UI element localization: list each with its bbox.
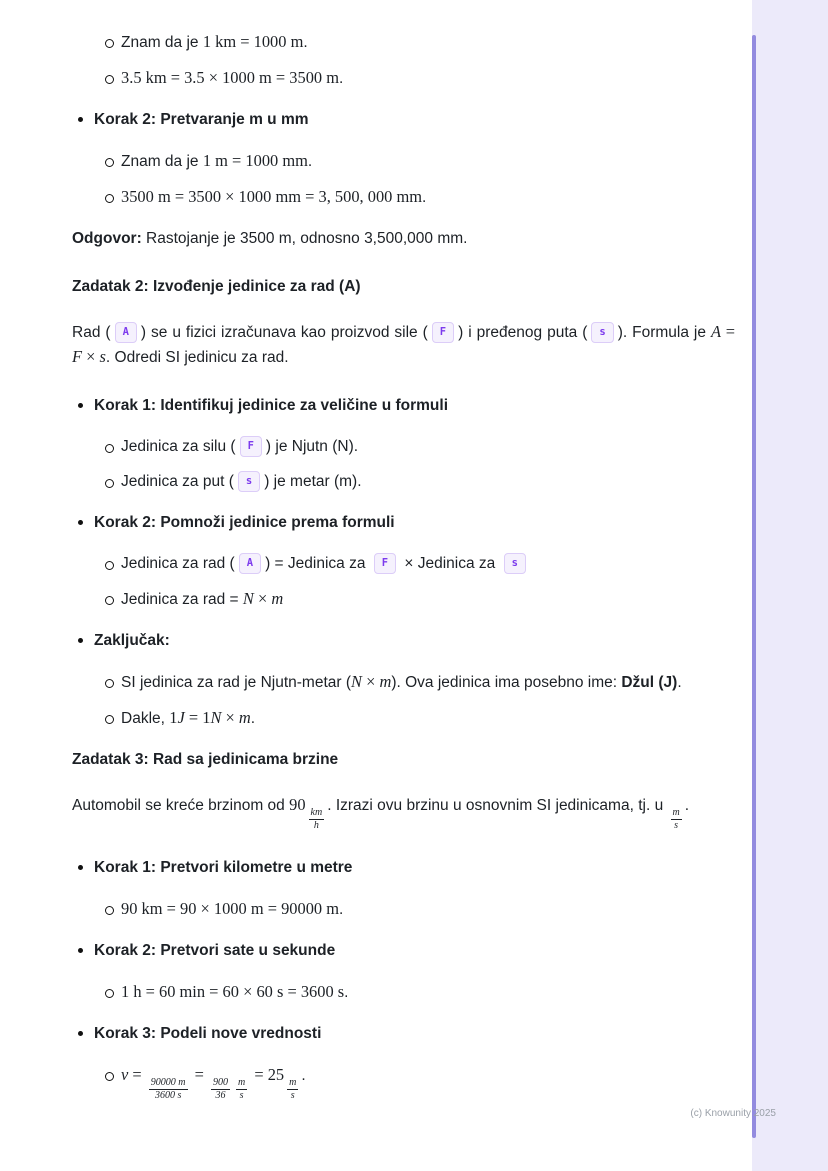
text-run: SI jedinica za rad je Njutn-metar ( (121, 674, 352, 691)
bullet-circle-icon (105, 897, 121, 922)
list-item-text (121, 470, 735, 494)
text-run: ). Ova jedinica ima posebno ime: (391, 674, 622, 691)
inline-code-chip: s (591, 322, 613, 343)
bullet-circle-icon (105, 587, 121, 612)
list-item-level2 (72, 1063, 735, 1102)
bullet-disc-icon (78, 511, 94, 535)
math-variable: A (710, 322, 721, 341)
inline-code-chip: A (239, 553, 261, 574)
list-item-level1 (72, 511, 735, 535)
bullet-circle-icon (105, 1063, 121, 1102)
inline-code-chip: s (238, 471, 260, 492)
inline-code-chip: A (115, 322, 137, 343)
math-variable: N (351, 672, 362, 691)
fraction-denominator: 3600 s (154, 1090, 182, 1101)
copyright-footer: (c) Knowunity 2025 (690, 1108, 776, 1119)
inline-code-chip: F (240, 436, 262, 457)
text-run: Jedinica za put ( (121, 473, 234, 490)
fraction-denominator: s (239, 1090, 244, 1101)
fraction-numerator: 900 (213, 1077, 228, 1088)
list-item-level1 (72, 108, 735, 132)
list-item-level1 (72, 629, 735, 653)
bold-text-run: Korak 3: Podeli nove vrednosti (94, 1025, 322, 1042)
text-run: ) je Njutn (N). (265, 438, 359, 455)
fraction-denominator: s (290, 1090, 295, 1101)
paragraph (72, 793, 735, 832)
list-item-text (94, 629, 735, 653)
fraction-numerator: 90000 m (150, 1077, 186, 1088)
math-variable: m (238, 708, 251, 727)
inline-code-chip: s (504, 553, 526, 574)
text-run: ) je metar (m). (264, 473, 362, 490)
scrollbar-track (752, 0, 828, 1171)
math-text: × (82, 347, 100, 366)
math-text: = 1 (184, 708, 211, 727)
math-variable: N (242, 589, 254, 608)
math-text: 1 h = 60 min = 60 × 60 s = 3600 s (121, 982, 345, 1001)
math-text: = (720, 322, 735, 341)
text-run: Jedinica za rad = (121, 591, 243, 608)
text-run: Znam da je (121, 34, 203, 51)
bullet-circle-icon (105, 149, 121, 174)
list-item-level2 (72, 670, 735, 695)
text-run: ). Formula je (617, 324, 711, 341)
bullet-disc-icon (78, 939, 94, 963)
list-item-level1 (72, 939, 735, 963)
text-run: ) se u fizici izračunava kao proizvod sile ( (140, 324, 428, 341)
list-item-text (121, 552, 735, 576)
text-run: . (684, 797, 690, 814)
fraction-numerator: m (672, 807, 680, 818)
math-fraction (211, 1077, 230, 1102)
math-fraction (287, 1077, 298, 1102)
math-text: = (128, 1065, 146, 1084)
math-fraction (309, 807, 325, 832)
section-heading (72, 748, 735, 772)
math-fraction (236, 1077, 247, 1102)
list-item-text (121, 66, 735, 91)
list-item-level2 (72, 30, 735, 55)
bold-text-run: Džul (J) (621, 674, 678, 691)
text-run: × Jedinica za (400, 555, 500, 572)
bold-text-run: Zadatak 2: Izvođenje jedinice za rad (A) (72, 278, 361, 295)
math-variable: F (72, 347, 83, 366)
text-run: . (422, 189, 427, 206)
list-item-text (121, 149, 735, 174)
math-text: 3500 m = 3500 × 1000 mm = 3, 500, 000 mm (121, 187, 423, 206)
bullet-disc-icon (78, 394, 94, 418)
bold-text-run: Korak 2: Pretvori sate u sekunde (94, 942, 336, 959)
list-item-level1 (72, 856, 735, 880)
bold-text-run: Korak 1: Pretvori kilometre u metre (94, 859, 353, 876)
text-run: . (301, 1067, 306, 1084)
fraction-numerator: m (238, 1077, 246, 1088)
list-item-text (121, 897, 735, 922)
text-run: Jedinica za silu ( (121, 438, 236, 455)
bullet-disc-icon (78, 629, 94, 653)
paragraph (72, 227, 735, 251)
math-variable: v (121, 1065, 129, 1084)
list-item-level2 (72, 149, 735, 174)
fraction-numerator: km (310, 807, 323, 818)
inline-code-chip: F (432, 322, 454, 343)
bullet-circle-icon (105, 552, 121, 576)
math-text: × (253, 589, 272, 608)
text-run: . (339, 70, 344, 87)
list-item-level2 (72, 470, 735, 494)
list-item-level2 (72, 435, 735, 459)
text-run: . (307, 153, 313, 170)
list-item-text (121, 980, 735, 1005)
text-run: . (303, 34, 308, 51)
document-blocks (72, 30, 735, 1113)
math-variable: N (210, 708, 222, 727)
text-run: . (339, 901, 344, 918)
math-text: 3.5 km = 3.5 × 1000 m = 3500 m (121, 68, 340, 87)
bold-text-run: Korak 1: Identifikuj jedinice za veličine u formuli (94, 397, 449, 414)
bullet-disc-icon (78, 856, 94, 880)
section-heading (72, 275, 735, 299)
fraction-numerator: m (289, 1077, 297, 1088)
fraction-denominator: h (313, 820, 319, 831)
bullet-circle-icon (105, 435, 121, 459)
list-item-text (94, 939, 735, 963)
math-variable: s (99, 347, 106, 366)
text-run: . Izrazi ovu brzinu u osnovnim SI jedinicama, tj. u (327, 797, 668, 814)
list-item-level2 (72, 66, 735, 91)
list-item-text (94, 1022, 735, 1046)
bullet-circle-icon (105, 980, 121, 1005)
bullet-circle-icon (105, 670, 121, 695)
math-fraction (671, 807, 682, 832)
math-text: × (361, 672, 380, 691)
text-run: Dakle, (121, 710, 170, 727)
bullet-circle-icon (105, 706, 121, 731)
text-run: ) = Jedinica za (265, 555, 370, 572)
math-text: 1 m = 1000 mm (202, 151, 308, 170)
text-run: Automobil se kreće brzinom od (72, 797, 290, 814)
math-variable: m (379, 672, 392, 691)
list-item-level2 (72, 706, 735, 731)
list-item-text (121, 587, 735, 612)
inline-code-chip: F (374, 553, 396, 574)
text-run: . (344, 984, 349, 1001)
list-item-text (121, 435, 735, 459)
text-run: Rad ( (72, 324, 111, 341)
paragraph (72, 320, 735, 370)
bold-text-run: Zaključak: (94, 632, 170, 649)
list-item-level2 (72, 897, 735, 922)
bold-text-run: Korak 2: Pretvaranje m u mm (94, 111, 309, 128)
list-item-text (94, 511, 735, 535)
list-item-text (94, 108, 735, 132)
text-run: Znam da je (121, 153, 203, 170)
bullet-disc-icon (78, 1022, 94, 1046)
text-run: . Odredi SI jedinicu za rad. (105, 349, 289, 366)
math-variable: J (177, 708, 185, 727)
math-text: 1 km = 1000 m (202, 32, 304, 51)
list-item-level2 (72, 185, 735, 210)
math-variable: m (271, 589, 284, 608)
list-item-text (94, 394, 735, 418)
fraction-denominator: s (674, 820, 679, 831)
bullet-disc-icon (78, 108, 94, 132)
list-item-text (121, 706, 735, 731)
math-fraction (149, 1077, 188, 1102)
list-item-text (121, 30, 735, 55)
math-text: = (190, 1065, 208, 1084)
list-item-level1 (72, 394, 735, 418)
text-run: ) i pređenog puta ( (458, 324, 588, 341)
list-item-level1 (72, 1022, 735, 1046)
list-item-text (121, 185, 735, 210)
text-run: Rastojanje je 3500 m, odnosno 3,500,000 mm. (141, 230, 468, 247)
text-run: . (250, 710, 256, 727)
bullet-circle-icon (105, 66, 121, 91)
bold-text-run: Korak 2: Pomnoži jedinice prema formuli (94, 514, 395, 531)
bold-text-run: Odgovor: (72, 230, 142, 247)
list-item-level2 (72, 980, 735, 1005)
bold-text-run: Zadatak 3: Rad sa jedinicama brzine (72, 751, 339, 768)
fraction-denominator: 36 (215, 1090, 226, 1101)
list-item-text (94, 856, 735, 880)
list-item-text (121, 1063, 735, 1102)
list-item-level2 (72, 587, 735, 612)
bullet-circle-icon (105, 30, 121, 55)
bullet-circle-icon (105, 470, 121, 494)
bullet-circle-icon (105, 185, 121, 210)
list-item-text (121, 670, 735, 695)
scrollbar-thumb[interactable] (752, 35, 756, 1138)
math-text: 90 km = 90 × 1000 m = 90000 m (121, 899, 340, 918)
text-run: Jedinica za rad ( (121, 555, 235, 572)
math-text: 90 (289, 795, 306, 814)
list-item-level2 (72, 552, 735, 576)
math-text: = 25 (250, 1065, 285, 1084)
math-text: × (221, 708, 239, 727)
text-run: . (677, 674, 682, 691)
math-text: 1 (169, 708, 178, 727)
